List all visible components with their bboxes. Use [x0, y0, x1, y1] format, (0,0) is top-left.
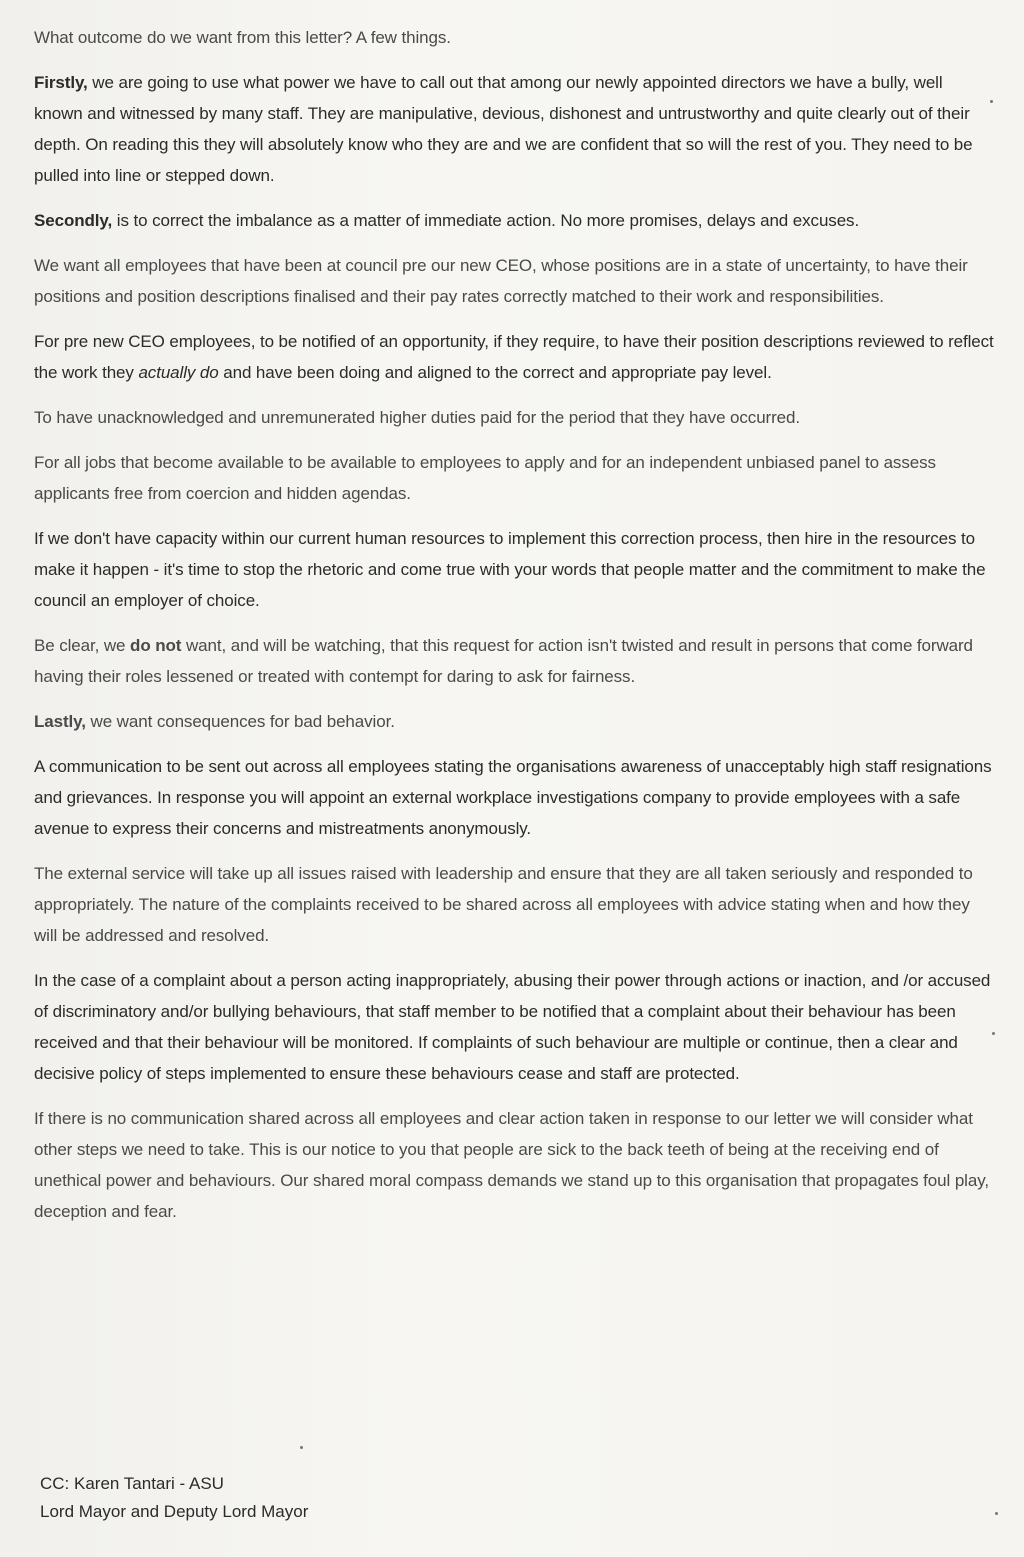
paragraph-complaint: In the case of a complaint about a person acting inappropriately, abusing their power through actions or inaction, and /or accused of discriminatory and/or bullying behaviours, that staff member to be notified that a complaint about their behaviour has been received and that their behaviour will be monitored. If complaints of such behaviour are multiple or continue, then a clear and decisive policy of steps implemented to ensure these behaviours cease and staff are protected. — [34, 971, 991, 1083]
scan-speck — [992, 1032, 995, 1035]
paragraph-communication: A communication to be sent out across all employees stating the organisations awareness of unacceptably high staff resignations and grievances. In response you will appoint an external workplace investigations company to provide employees with a safe avenue to express their concerns and mistreatments anonymously. — [34, 757, 992, 838]
be-clear-c: want, and will be watching, that this request for action isn't twisted and result in persons that come forward having their roles lessened or treated with contempt for daring to ask for fairness. — [34, 636, 973, 686]
paragraph-firstly — [34, 67, 994, 191]
paragraph-higher-duties: To have unacknowledged and unremunerated higher duties paid for the period that they have occurred. — [34, 408, 801, 427]
paragraph-capacity: If we don't have capacity within our current human resources to implement this correction process, then hire in the resources to make it happen - it's time to stop the rhetoric and come true with your words that people matter and the commitment to make the council an employer of choice. — [34, 529, 986, 610]
firstly-lead: Firstly, — [34, 73, 88, 92]
secondly-text: is to correct the imbalance as a matter of immediate action. No more promises, delays and excuses. — [112, 211, 860, 230]
paragraph-positions: We want all employees that have been at council pre our new CEO, whose positions are in a state of uncertainty, to have their positions and position descriptions finalised and their pay rates correctly matched to their work and responsibilities. — [34, 256, 968, 306]
paragraph-external-service: The external service will take up all issues raised with leadership and ensure that they are all taken seriously and responded to appropriately. The nature of the complaints received to be shared across all employees with advice stating when and how they will be addressed and resolved. — [34, 864, 973, 945]
paragraph-position-review — [34, 326, 994, 388]
scan-speck — [995, 1512, 998, 1515]
review-text-b: and have been doing and aligned to the correct and appropriate pay level. — [218, 363, 772, 382]
secondly-lead: Secondly, — [34, 211, 113, 230]
paragraph-notice: If there is no communication shared across all employees and clear action taken in response to our letter we will consider what other steps we need to take. This is our notice to you that people are sick to the back teeth of being at the receiving end of unethical power and behaviours. Our shared moral compass demands we stand up to this organisation that propagates foul play, deception and fear. — [34, 1109, 989, 1221]
paragraph-jobs: For all jobs that become available to be available to employees to apply and for an independent unbiased panel to assess applicants free from coercion and hidden agendas. — [34, 453, 936, 503]
cc-block — [40, 1470, 308, 1526]
paragraph-be-clear — [34, 630, 994, 692]
review-emphasis: actually do — [138, 363, 219, 382]
be-clear-a: Be clear, we — [34, 636, 131, 655]
scan-speck — [300, 1446, 303, 1449]
review-text-a: For pre new CEO employees, to be notified of an opportunity, if they require, to have their position descriptions reviewed to reflect the work they — [34, 332, 994, 382]
cc-line-mayor: Lord Mayor and Deputy Lord Mayor — [40, 1502, 309, 1521]
paragraph-lastly — [34, 706, 994, 737]
cc-line-asu: CC: Karen Tantari - ASU — [40, 1474, 224, 1493]
opening-line: What outcome do we want from this letter? A few things. — [34, 28, 451, 47]
firstly-text: we are going to use what power we have to call out that among our newly appointed directors we have a bully, well known and witnessed by many staff. They are manipulative, devious, dishonest and untrustworthy and quite clearly out of their depth. On reading this they will absolutely know who they are and we are confident that so will the rest of you. They need to be pulled into line or stepped down. — [34, 73, 973, 185]
scan-speck — [990, 100, 993, 103]
paragraph-secondly — [34, 205, 994, 236]
lastly-lead: Lastly, — [34, 712, 86, 731]
be-clear-emphasis: do not — [130, 636, 182, 655]
lastly-text: we want consequences for bad behavior. — [85, 712, 395, 731]
